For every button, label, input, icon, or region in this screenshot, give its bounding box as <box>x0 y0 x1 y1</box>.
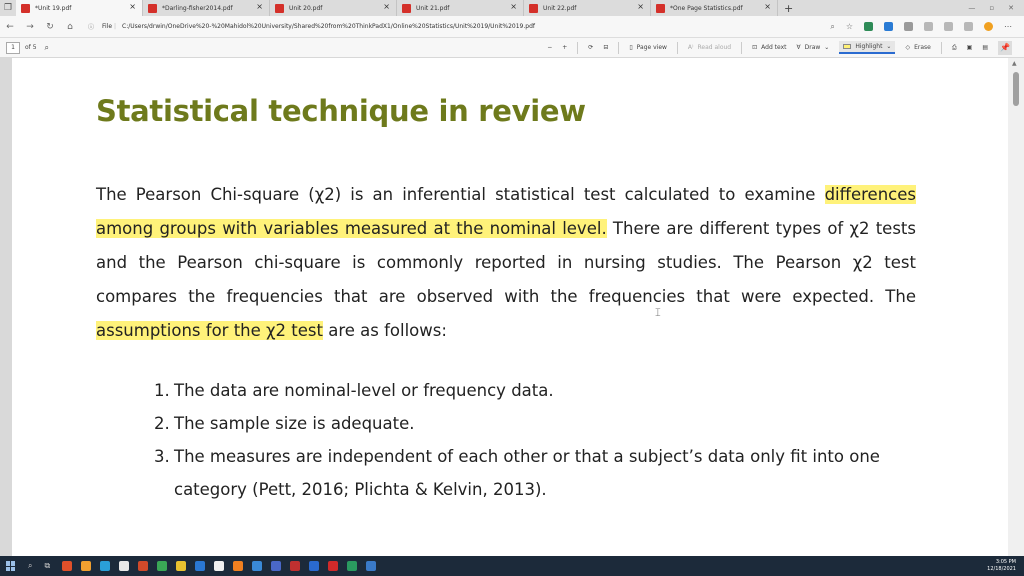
close-tab-icon[interactable]: × <box>637 2 644 11</box>
clock-date: 12/18/2021 <box>987 566 1016 572</box>
highlight-color-swatch <box>843 44 851 49</box>
tab-title: Unit 22.pdf <box>543 4 577 12</box>
extensions-area <box>830 22 1024 32</box>
zoom-icon[interactable]: ⌕ <box>830 21 835 31</box>
zoom-in-button[interactable]: + <box>562 44 568 51</box>
address-bar <box>0 16 1024 38</box>
tab-title: *Unit 19.pdf <box>35 4 72 12</box>
chevron-down-icon: ⌄ <box>886 43 892 50</box>
list-number: 3. <box>154 447 170 466</box>
document-title: Statistical technique in review <box>96 94 586 128</box>
intro-paragraph <box>96 178 916 348</box>
app-icon[interactable] <box>100 561 110 571</box>
more-menu-icon[interactable]: ⋯ <box>1004 22 1012 31</box>
pdf-icon <box>529 4 538 13</box>
paragraph-text: The Pearson Chi-square (χ2) is an inferential statistical test calculated to examine <box>96 185 825 204</box>
app-icon[interactable] <box>81 561 91 571</box>
list-item <box>154 440 924 506</box>
page-view-icon: ▯ <box>629 44 633 51</box>
system-clock[interactable] <box>987 559 1024 573</box>
highlighted-text[interactable]: assumptions for the χ2 test <box>96 321 323 340</box>
app-icon[interactable] <box>176 561 186 571</box>
app-icon[interactable] <box>290 561 300 571</box>
assumptions-list <box>154 374 924 506</box>
close-tab-icon[interactable]: × <box>383 2 390 11</box>
pdf-tools <box>547 41 1024 55</box>
extension-icon[interactable] <box>864 22 873 31</box>
browser-tab-bar <box>0 0 1024 16</box>
windows-taskbar <box>0 556 1024 576</box>
app-icon[interactable] <box>271 561 281 571</box>
scrollbar-thumb[interactable] <box>1013 72 1019 106</box>
paragraph-text: There are different types of χ2 tests and the Pearson chi-square is commonly reported in nursing studies. The Pearson χ2 test compares the frequencies that are observed with the frequencies that were expected. The <box>96 219 916 306</box>
add-text-button[interactable] <box>752 44 786 51</box>
tab-darling-fisher[interactable] <box>143 0 270 16</box>
close-tab-icon[interactable]: × <box>764 2 771 11</box>
taskbar-search-icon[interactable]: ⌕ <box>28 561 33 570</box>
highlight-button[interactable] <box>839 41 895 54</box>
pdf-icon <box>275 4 284 13</box>
tab-unit-19[interactable] <box>16 0 143 16</box>
app-icon[interactable] <box>214 561 224 571</box>
tab-title: Unit 20.pdf <box>289 4 323 12</box>
pdf-icon <box>402 4 411 13</box>
vertical-scrollbar[interactable] <box>1008 58 1024 556</box>
tab-unit-22[interactable] <box>524 0 651 16</box>
clock-time: 3:05 PM <box>995 559 1016 565</box>
page-view-button[interactable] <box>629 44 667 51</box>
pdf-icon <box>656 4 665 13</box>
page-count: of 5 <box>25 44 37 51</box>
list-number: 2. <box>154 414 170 433</box>
pin-toolbar-icon[interactable]: 📌 <box>998 41 1012 55</box>
file-label: File <box>102 23 113 30</box>
app-icon[interactable] <box>195 561 205 571</box>
maximize-icon[interactable]: ▫ <box>989 4 995 12</box>
extension-icon[interactable] <box>924 22 933 31</box>
zoom-out-button[interactable]: − <box>547 44 553 51</box>
app-icon[interactable] <box>347 561 357 571</box>
save-icon[interactable]: ▣ <box>966 44 973 51</box>
url-separator: | <box>112 23 116 30</box>
page-number-input[interactable]: 1 <box>6 42 20 54</box>
divider <box>741 42 742 54</box>
collections-icon[interactable] <box>944 22 953 31</box>
paragraph-text: are as follows: <box>322 321 447 340</box>
favorite-star-icon[interactable]: ☆ <box>845 22 853 31</box>
app-icon[interactable] <box>252 561 262 571</box>
minimize-icon[interactable]: — <box>968 4 976 12</box>
erase-button[interactable] <box>905 44 930 51</box>
highlight-label: Highlight <box>855 43 883 50</box>
divider <box>941 42 942 54</box>
read-aloud-label: Read aloud <box>697 44 732 51</box>
extension-icon[interactable] <box>884 22 893 31</box>
pdf-icon <box>21 4 30 13</box>
tab-unit-20[interactable] <box>270 0 397 16</box>
new-tab-icon[interactable]: + <box>784 1 794 15</box>
app-icon[interactable] <box>309 561 319 571</box>
divider <box>677 42 678 54</box>
scroll-up-icon[interactable]: ▲ <box>1012 60 1017 67</box>
app-icon[interactable] <box>62 561 72 571</box>
add-text-icon: ⊡ <box>752 44 758 51</box>
tab-title: *One Page Statistics.pdf <box>670 4 743 12</box>
windows-start-icon[interactable] <box>6 561 16 571</box>
app-icon[interactable] <box>138 561 148 571</box>
pdf-page <box>12 58 1008 556</box>
list-item <box>154 374 924 407</box>
app-icon[interactable] <box>328 561 338 571</box>
url-text: C:/Users/drwin/OneDrive%20-%20Mahidol%20University/Shared%20from%20ThinkPadX1/Online%20Statistics/Unit%2019/Unit%2019.pdf <box>122 23 535 30</box>
read-aloud-icon: A⁾ <box>687 44 694 51</box>
extension-icon[interactable] <box>904 22 913 31</box>
tab-unit-21[interactable] <box>397 0 524 16</box>
list-number: 1. <box>154 381 170 400</box>
list-item-text: The data are nominal-level or frequency data. <box>174 381 554 400</box>
app-icon[interactable] <box>157 561 167 571</box>
divider <box>577 42 578 54</box>
tab-title: *Darling-fisher2014.pdf <box>162 4 233 12</box>
divider <box>618 42 619 54</box>
add-text-label: Add text <box>761 44 787 51</box>
pdf-toolbar <box>0 38 1024 58</box>
list-item <box>154 407 924 440</box>
pdf-icon <box>148 4 157 13</box>
eraser-icon: ◇ <box>905 44 911 51</box>
tab-title: Unit 21.pdf <box>416 4 450 12</box>
search-icon[interactable]: ⌕ <box>44 42 49 52</box>
list-item-text: The measures are independent of each other or that a subject’s data only fit into one category (Pett, 2016; Plichta & Kelvin, 2013). <box>174 447 880 499</box>
refresh-icon[interactable]: ↻ <box>46 21 54 32</box>
app-icon[interactable] <box>366 561 376 571</box>
save-as-icon[interactable]: ▤ <box>982 44 988 51</box>
highlighted-text[interactable]: differences among groups with variables measured at the nominal level. <box>96 185 916 238</box>
read-aloud-button[interactable] <box>688 44 731 51</box>
window-controls <box>968 4 1024 12</box>
pdf-viewer[interactable] <box>0 58 1024 556</box>
taskbar-apps <box>62 561 376 571</box>
favorites-icon[interactable] <box>964 22 973 31</box>
page-view-label: Page view <box>636 44 667 51</box>
home-icon[interactable]: ⌂ <box>67 21 73 32</box>
task-view-icon[interactable]: ⧉ <box>44 561 51 570</box>
chevron-down-icon: ⌄ <box>824 44 830 51</box>
print-icon[interactable]: ⎙ <box>951 43 957 51</box>
tab-actions-icon[interactable]: ❐ <box>3 3 13 13</box>
tab-one-page-statistics[interactable] <box>651 0 778 16</box>
list-item-text: The sample size is adequate. <box>174 414 415 433</box>
app-icon[interactable] <box>119 561 129 571</box>
text-cursor-icon: 𝙸 <box>654 306 662 319</box>
back-icon[interactable]: ← <box>6 21 14 32</box>
app-icon[interactable] <box>233 561 243 571</box>
rotate-icon[interactable]: ⟳ <box>588 44 594 51</box>
erase-label: Erase <box>914 44 931 51</box>
profile-avatar-icon[interactable] <box>984 22 993 31</box>
close-window-icon[interactable]: ✕ <box>1008 4 1014 12</box>
url-field[interactable] <box>88 19 828 35</box>
draw-icon: ∀ <box>796 44 801 51</box>
close-tab-icon[interactable]: × <box>510 2 517 11</box>
close-tab-icon[interactable]: × <box>256 2 263 11</box>
draw-button[interactable] <box>797 44 830 51</box>
close-tab-icon[interactable]: × <box>129 2 136 11</box>
draw-label: Draw <box>804 44 821 51</box>
info-icon[interactable]: ⓘ <box>88 24 95 31</box>
fit-page-icon[interactable]: ⊟ <box>603 44 609 51</box>
forward-icon[interactable]: → <box>26 21 34 32</box>
